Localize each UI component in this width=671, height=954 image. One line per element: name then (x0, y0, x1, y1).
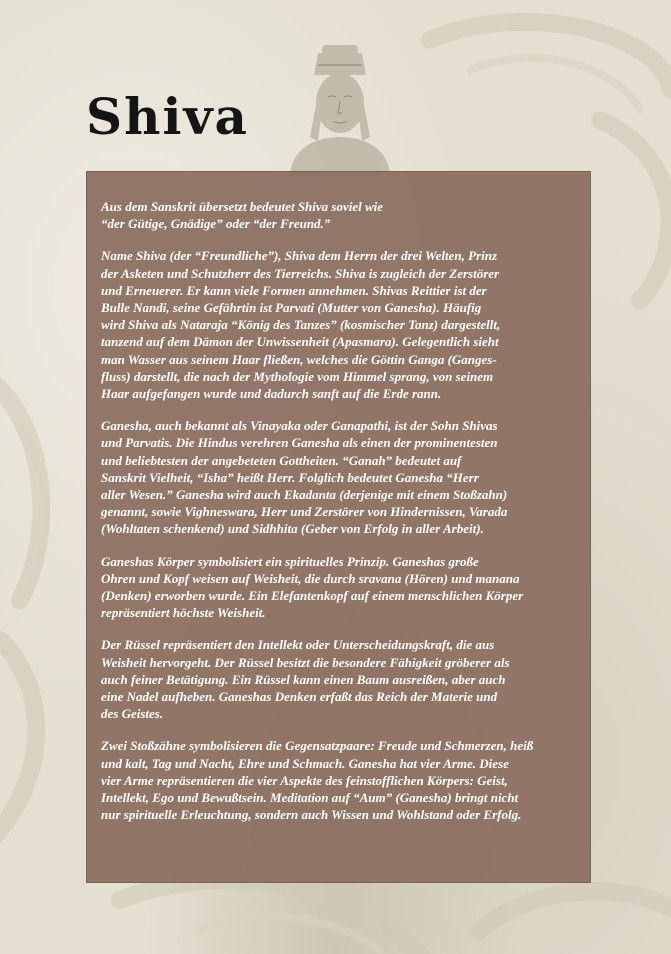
text-panel (86, 171, 591, 883)
paragraph-shiva: Name Shiva (der “Freundliche”), Shiva dem Herrn der drei Welten, Prinz der Asketen und Schutzherr des Tierreichs. Shiva is zugleich der Zerstörer und Erneuerer. Er kann viele Formen annehmen. Shivas Reittier ist der Bulle Nandi, seine Gefährtin ist Parvati (Mutter von Ganesha). Häufig wird Shiva als Nataraja “König des Tanzes” (kosmischer Tanz) dargestellt, tanzend auf dem Dämon der Unwissenheit (Apasmara). Gelegentlich sieht man Wasser aus seinem Haar fließen, welches die Göttin Ganga (Ganges- fluss) darstellt, die nach der Mythologie vom Himmel sprang, von seinem Haar aufgefangen wurde und dadurch sanft auf die Erde rann. (101, 248, 501, 402)
page-title: Shiva (86, 87, 249, 146)
paragraph-tusks-arms: Zwei Stoßzähne symbolisieren die Gegensatzpaare: Freude und Schmerzen, heiß und kalt, Tag und Nacht, Ehre und Schmach. Ganesha hat vier Arme. Diese vier Arme repräsentieren die vier Aspekte des feinstofflichen Körpers: Geist, Intellekt, Ego und Bewußtsein. Meditation auf “Aum” (Ganesha) bringt nicht nur spirituelle Erleuchtung, sondern auch Wissen und Wohlstand oder Erfolg. (101, 738, 534, 823)
paragraph-intro: Aus dem Sanskrit übersetzt bedeutet Shiva soviel wie “der Gütige, Gnädige” oder “der Freund.” (101, 199, 384, 232)
paragraph-body-symbolism: Ganeshas Körper symbolisiert ein spirituelles Prinzip. Ganeshas große Ohren und Kopf weisen auf Weisheit, die durch sravana (Hören) und manana (Denken) erworben wurde. Ein Elefantenkopf auf einem menschlichen Körper repräsentiert höchste Weisheit. (101, 553, 524, 621)
paragraph-ganesha: Ganesha, auch bekannt als Vinayaka oder Ganapathi, ist der Sohn Shivas und Parvatis. Die Hindus verehren Ganesha als einen der prominentesten und beliebtesten der angebeteten Gottheiten. “Ganah” bedeutet auf Sanskrit Vielheit, “Isha” heißt Herr. Folglich bedeutet Ganesha “Herr aller Wesen.” Ganesha wird auch Ekadanta (derjenige mit einem Stoßzahn) genannt, sowie Vighneswara, Herr und Zerstörer von Hindernissen, Varada (Wohltaten schenkend) und Sidhhita (Geber von Erfolg in aller Arbeit). (101, 418, 508, 537)
shiva-statue-icon (270, 45, 410, 175)
paragraph-trunk: Der Rüssel repräsentiert den Intellekt oder Unterscheidungskraft, die aus Weisheit hervorgeht. Der Rüssel besitzt die besondere Fähigkeit gröberer als auch feiner Betätigung. Ein Rüssel kann einen Baum ausreißen, aber auch eine Nadel aufheben. Ganeshas Denken erfaßt das Reich der Materie und des Geistes. (101, 637, 510, 722)
